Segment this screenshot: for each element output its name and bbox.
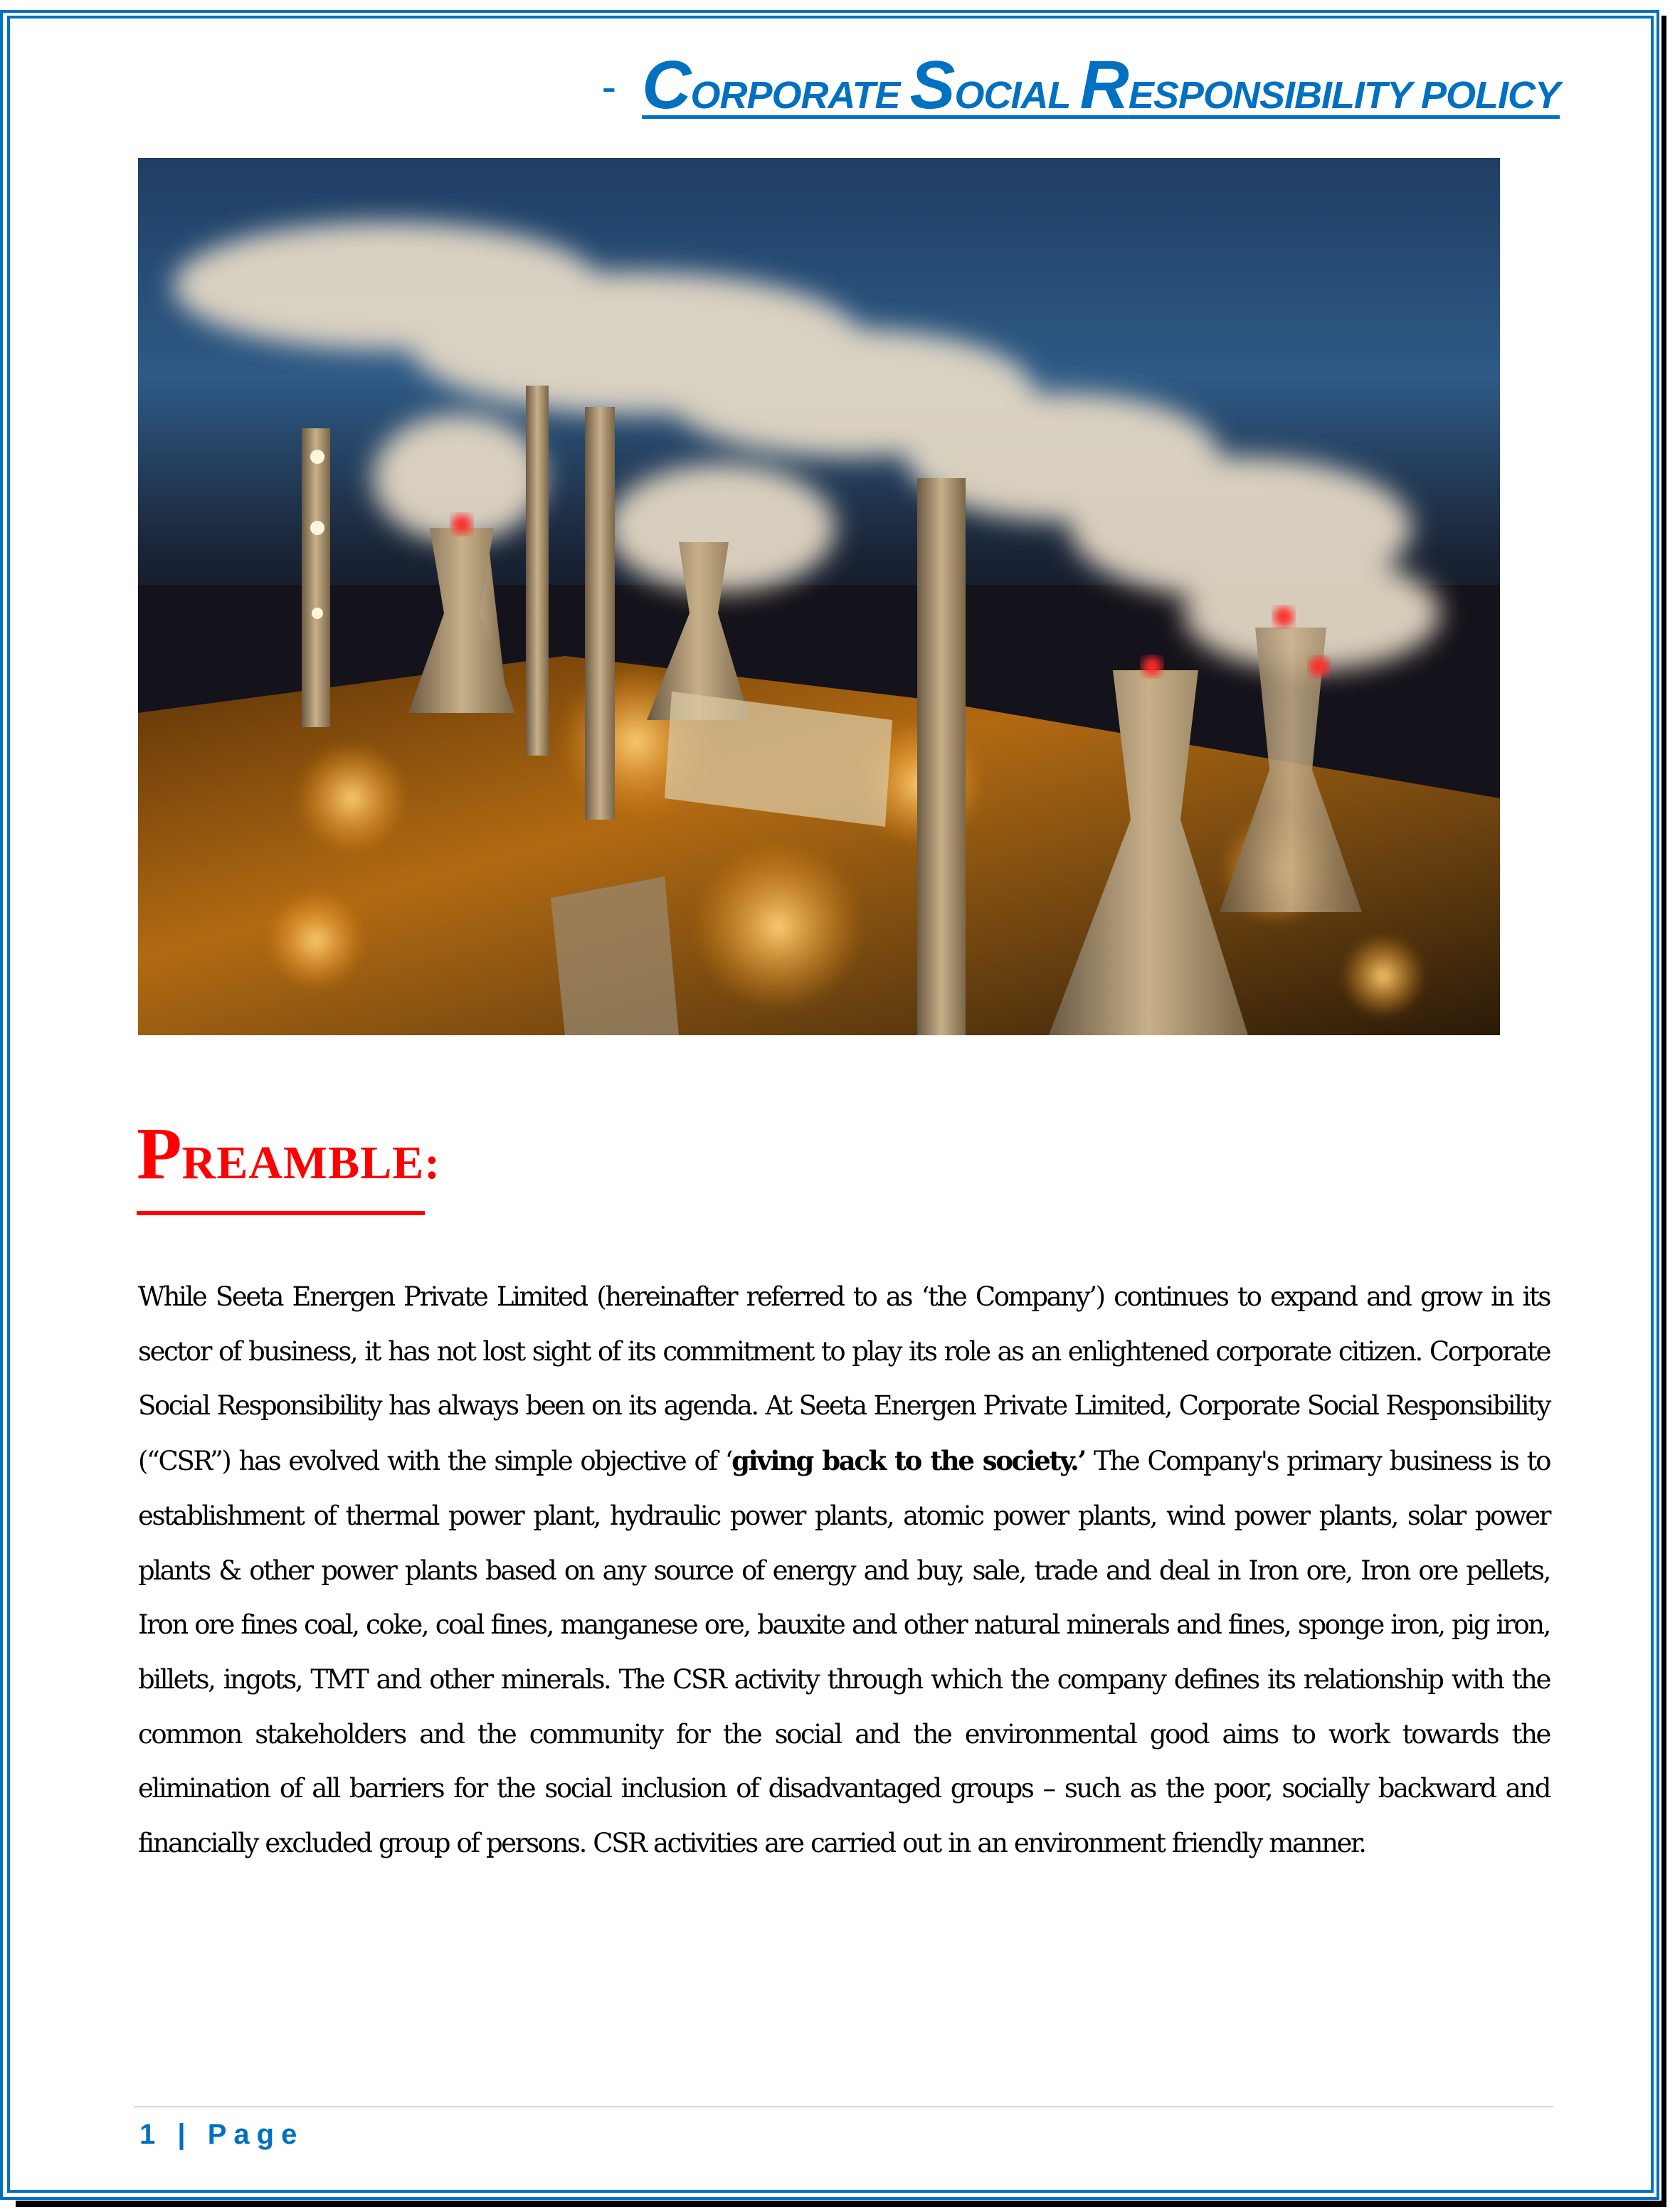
title-text (642, 47, 1560, 123)
footer-separator: | (177, 2119, 193, 2150)
power-plant-illustration (138, 158, 1500, 1035)
preamble-text-part2: The Company's primary business is to establishment of thermal power plant, hydraulic power plants, atomic power plants, wind power plants, solar power plants & other power plants based on any source of energy and buy, sale, trade and deal in Iron ore, Iron ore pellets, Iron ore fines coal, coke, coal fines, manganese ore, bauxite and other natural minerals and fines, sponge iron, pig iron, billets, ingots, TMT and other minerals. The CSR activity through which the company defines its relationship with the common stakeholders and the community for the social and the environmental good aims to work towards the elimination of all barriers for the social inclusion of disadvantaged groups – such as the poor, socially backward and financially excluded group of persons. CSR activities are carried out in an environment friendly manner. (138, 1446, 1550, 1859)
preamble-paragraph (138, 1270, 1550, 1871)
title-cap-r: R (1079, 47, 1129, 123)
document-title (569, 34, 1560, 123)
heading-first-letter: P (137, 1113, 182, 1195)
preamble-emphasis: giving back to the society.’ (731, 1445, 1085, 1477)
power-plant-photo (138, 158, 1500, 1035)
section-heading-preamble (137, 1113, 441, 1195)
title-cap-s: S (909, 47, 955, 123)
title-word-corporate: ORPORATE (690, 74, 910, 117)
title-word-responsibility-policy: ESPONSIBILITY POLICY (1128, 74, 1560, 117)
title-dash: - (601, 63, 617, 112)
title-cap-c: C (642, 47, 691, 123)
page-label: Page (207, 2119, 305, 2150)
heading-underline (137, 1211, 425, 1215)
footer-divider (134, 2106, 1553, 2107)
page-number: 1 (139, 2119, 163, 2150)
title-word-social: OCIAL (954, 74, 1080, 117)
page-footer (139, 2119, 304, 2151)
preamble-text-part1: While Seeta Energen Private Limited (hereinafter referred to as ‘the Company’) continues to expand and grow in its sector of business, it has not lost sight of its commitment to play its role as an enlightened corporate citizen. Corporate Social Responsibility has always been on its agenda. At Seeta Energen Private Limited, Corporate Social Responsibility (“CSR”) has evolved with the simple objective of ‘ (138, 1281, 1550, 1477)
heading-rest: REAMBLE: (181, 1137, 441, 1189)
